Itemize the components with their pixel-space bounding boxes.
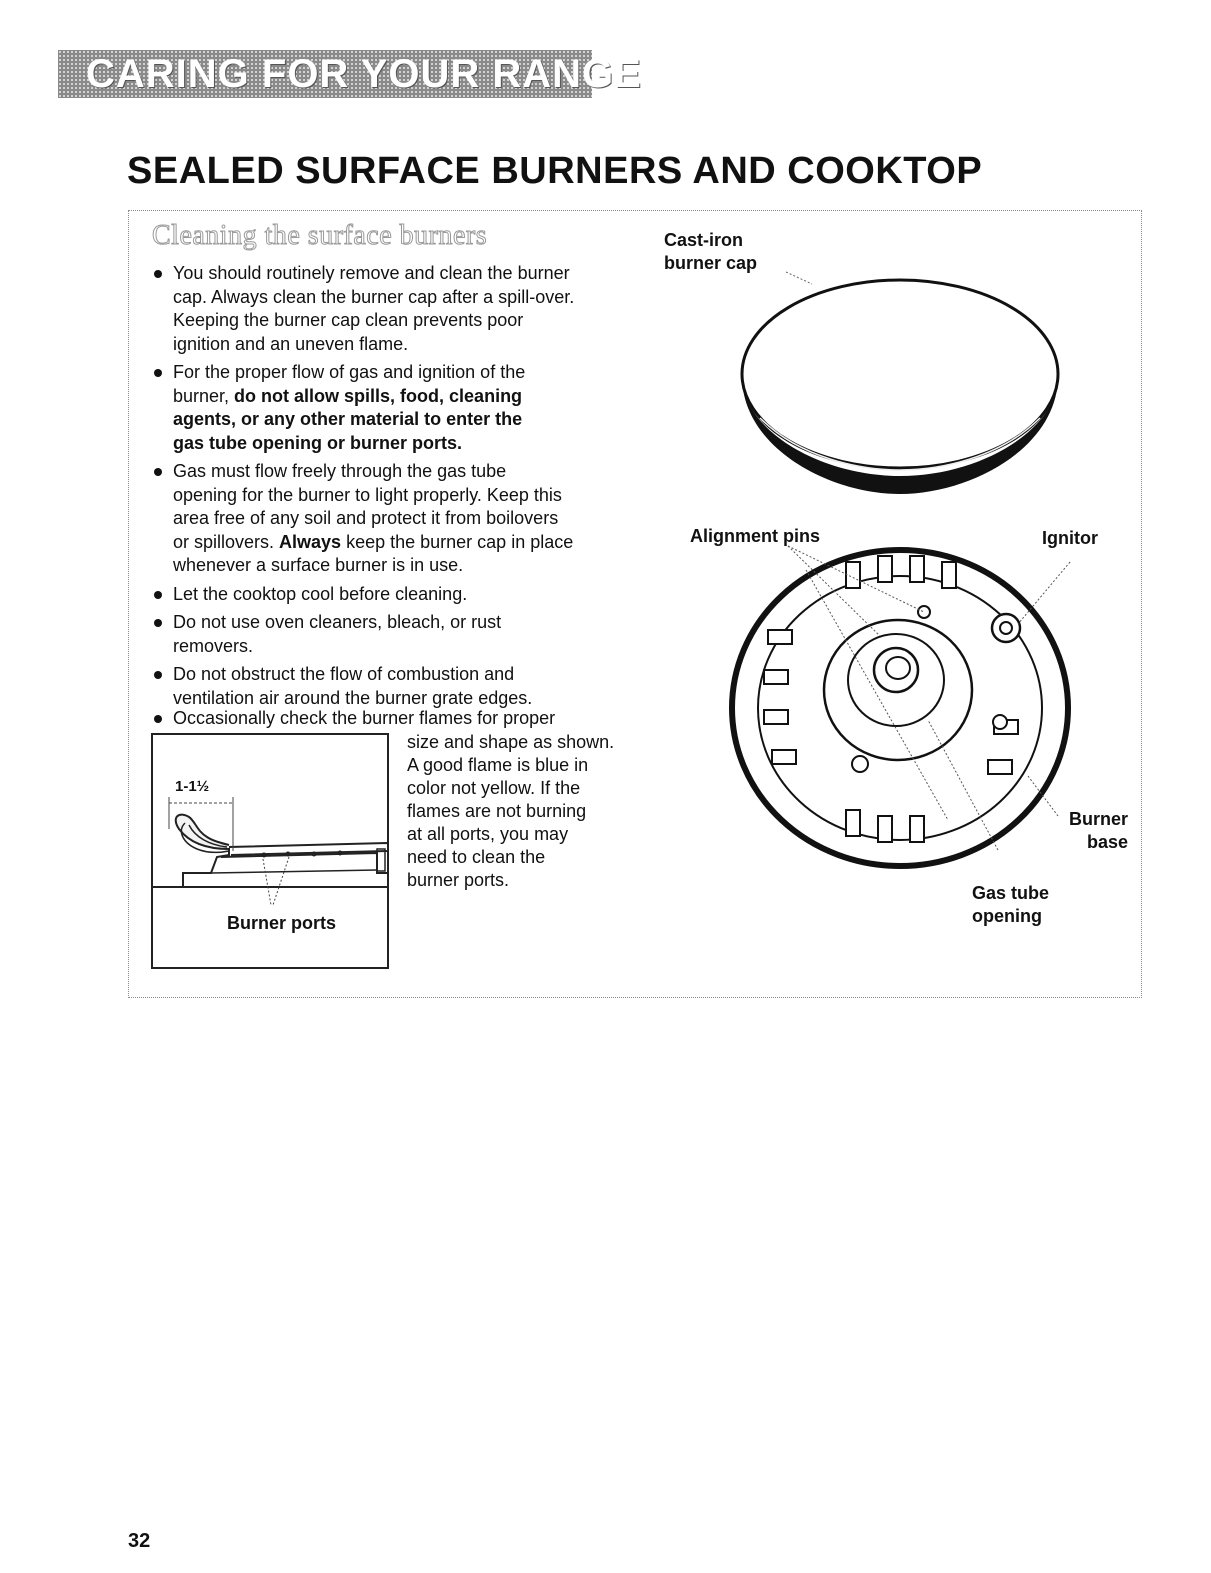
list-item: Gas must flow freely through the gas tube opening for the burner to light properly. Keep this area free of any soil and protect it from boilovers or spillovers. Always keep the burner cap in place whenever a surface burner is in use. [152,460,652,578]
burner-base-illustration [728,540,1078,900]
bullet-icon [154,671,162,679]
list-item: Occasionally check the burner flames for proper [152,707,555,731]
banner-text: CARING FOR YOUR RANGE [86,52,642,96]
section-heading: Cleaning the surface burners [152,220,488,251]
list-item: Do not obstruct the flow of combustion and ventilation air around the burner grate edges. [152,663,652,710]
section-banner [58,50,642,98]
burner-cap-illustration [720,258,1080,508]
flame-illustration [151,733,389,969]
instruction-list [152,262,652,715]
burner-ports-label: Burner ports [227,913,337,933]
burner-base-label: Burner base [1068,809,1128,852]
bullet-icon [154,369,162,377]
bullet-icon [154,468,162,476]
list-item: Do not use oven cleaners, bleach, or rust removers. [152,611,652,658]
cap-label: Cast-iron burner cap [664,230,758,273]
bullet-icon [154,270,162,278]
bullet-icon [154,619,162,627]
alignment-pins-label: Alignment pins [690,526,820,546]
list-item: Let the cooktop cool before cleaning. [152,583,652,607]
ignitor-label: Ignitor [1042,528,1098,548]
bullet-icon [154,715,162,723]
page-title: SEALED SURFACE BURNERS AND COOKTOP [127,150,983,192]
flame-description: size and shape as shown. A good flame is blue in color not yellow. If the flames are not burning at all ports, you may need to clean the burner ports. [407,732,615,890]
gas-tube-label: Gas tube opening [972,883,1050,926]
flame-height-label: 1-1½ [175,778,210,795]
bullet-icon [154,591,162,599]
list-item: For the proper flow of gas and ignition of the burner, do not allow spills, food, cleaning agents, or any other material to enter the gas tube opening or burner ports. [152,361,652,455]
page-number: 32 [128,1530,151,1552]
list-item: You should routinely remove and clean the burner cap. Always clean the burner cap after a spill-over. Keeping the burner cap clean prevents poor ignition and an uneven flame. [152,262,652,356]
